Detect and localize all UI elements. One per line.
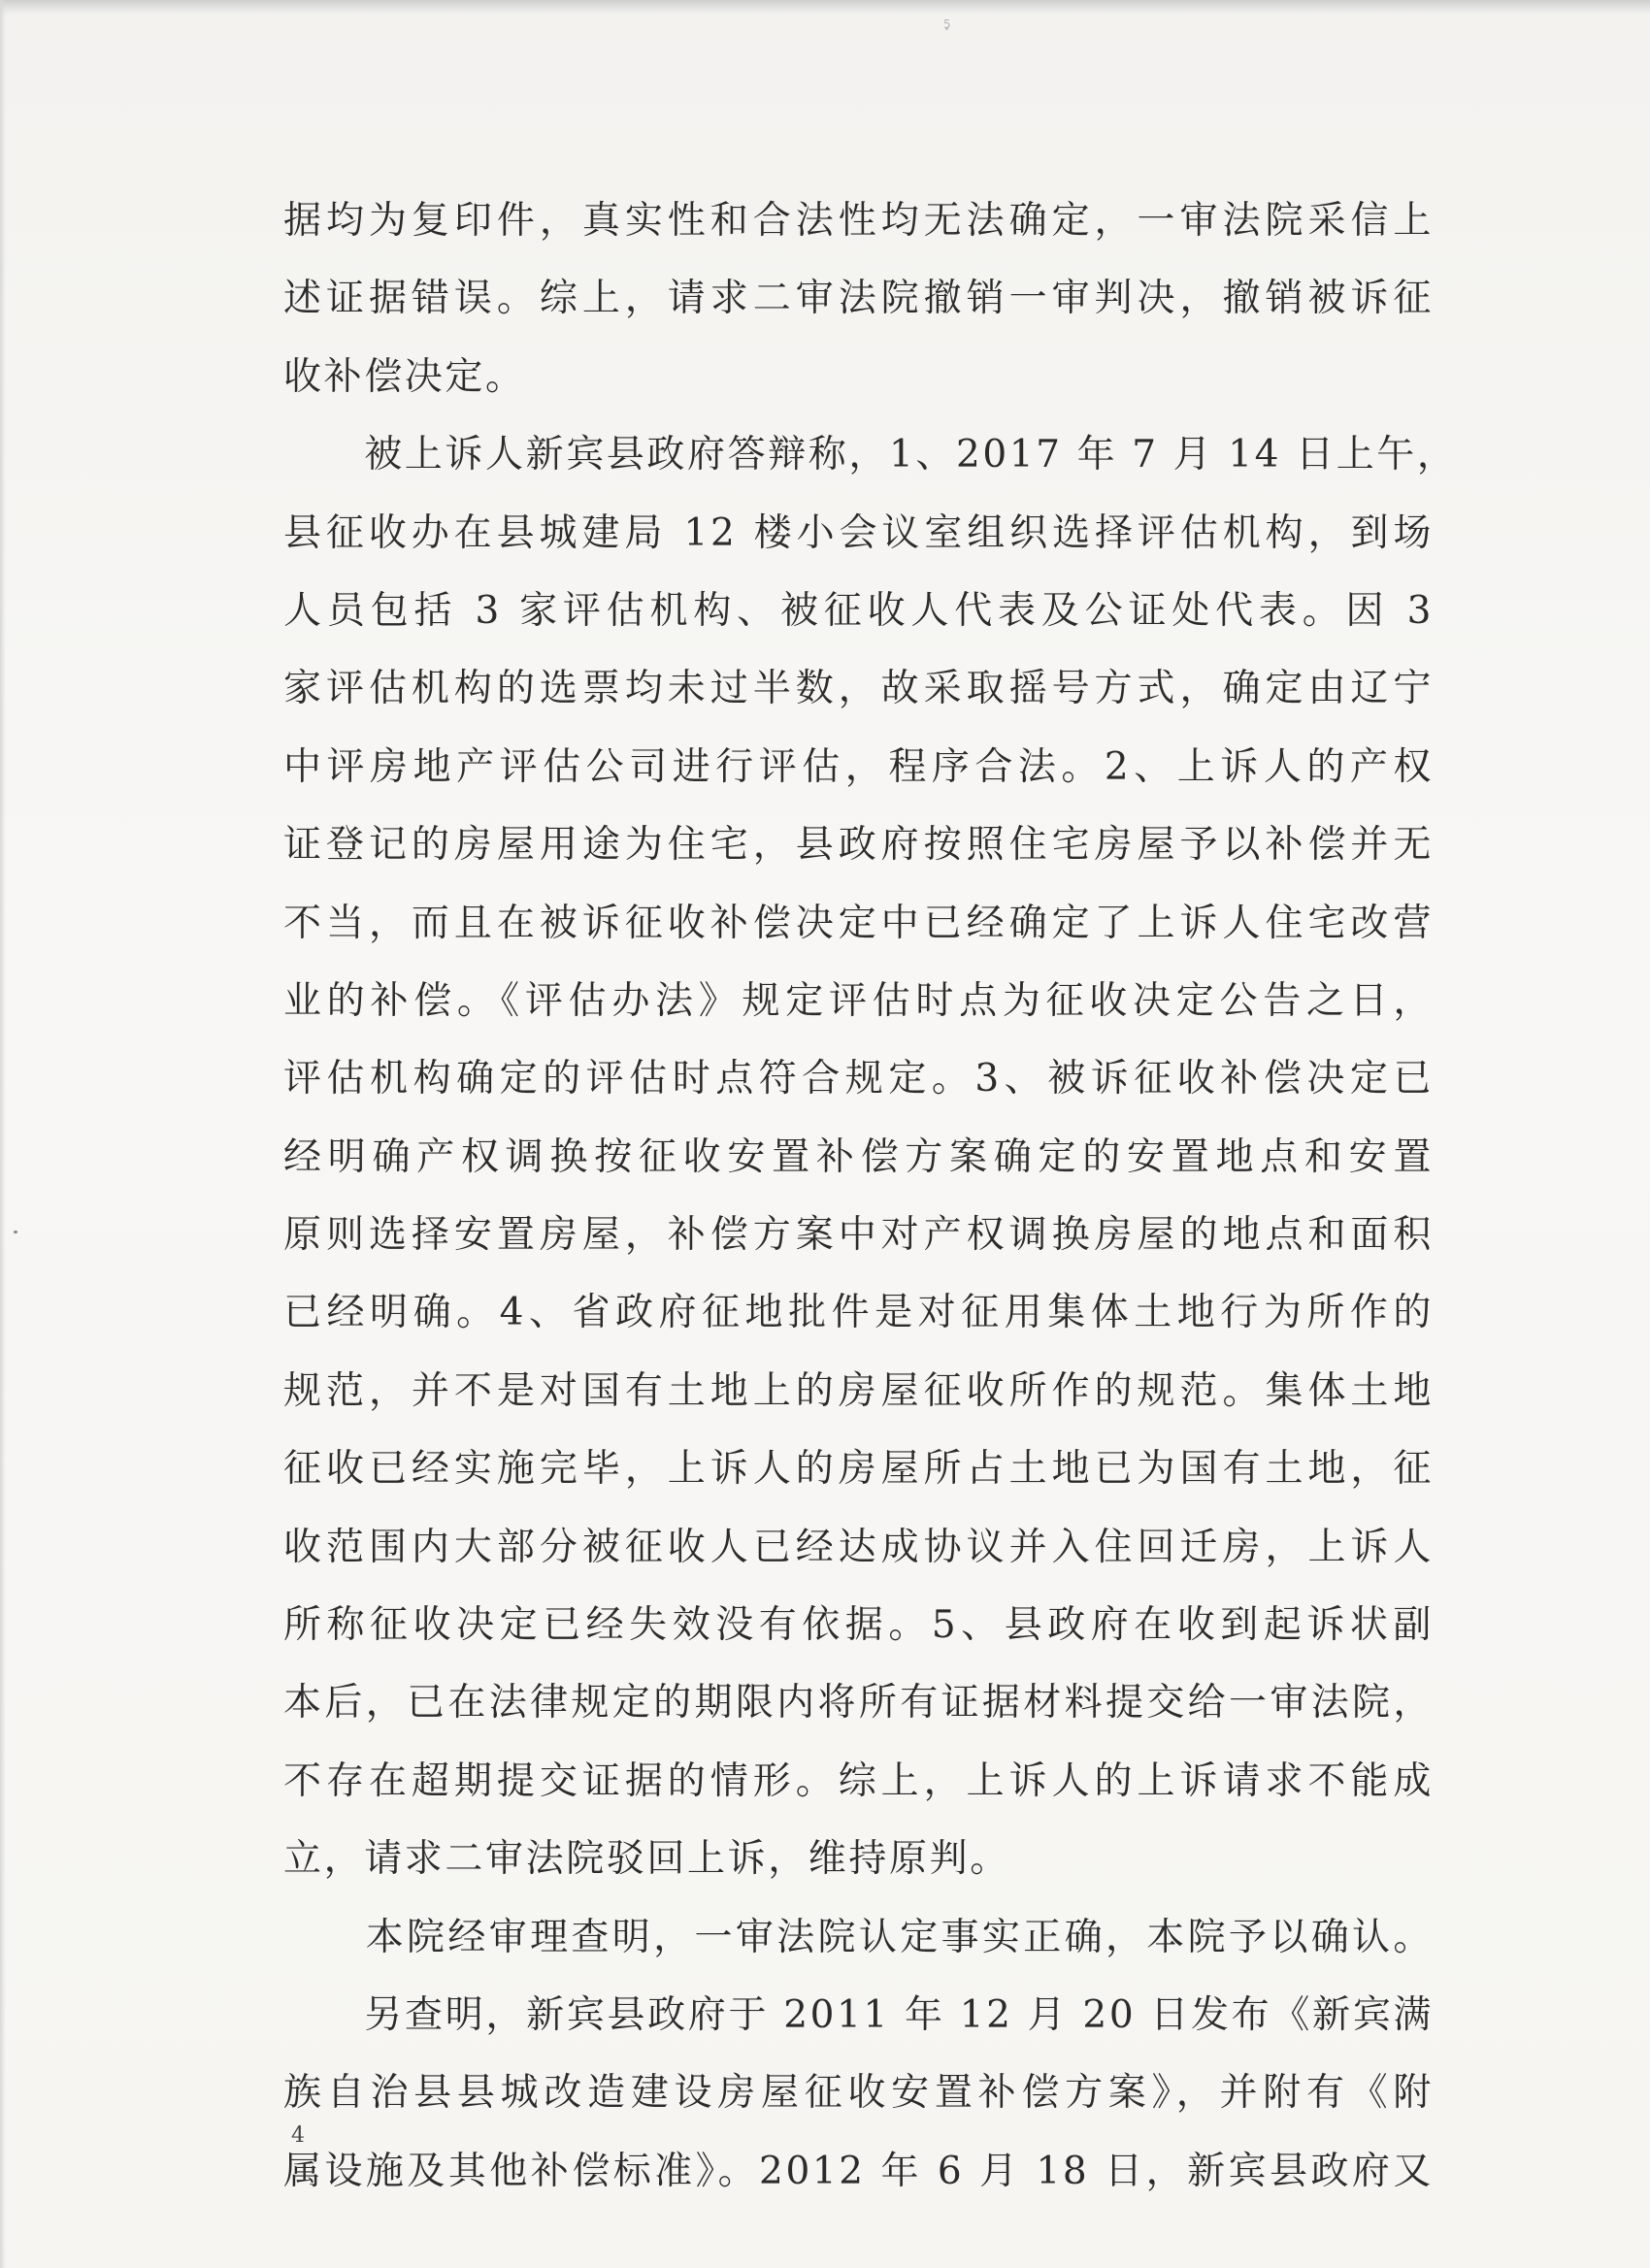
body-line: 据均为复印件，真实性和合法性均无法确定，一审法院采信上	[283, 199, 1434, 243]
body-line: 族自治县县城改造建设房屋征收安置补偿方案》，并附有《附	[283, 2071, 1434, 2116]
body-line: 人员包括 3 家评估机构、被征收人代表及公证处代表。因 3	[283, 588, 1434, 633]
body-line: 不当，而且在被诉征收补偿决定中已经确定了上诉人住宅改营	[283, 901, 1434, 945]
body-line: 已经明确。4、省政府征地批件是对征用集体土地行为所作的	[283, 1291, 1434, 1335]
body-line: 规范，并不是对国有土地上的房屋征收所作的规范。集体土地	[283, 1368, 1434, 1413]
body-line: 本院经审理查明，一审法院认定事实正确，本院予以确认。	[283, 1915, 1434, 1959]
body-line: 原则选择安置房屋，补偿方案中对产权调换房屋的地点和面积	[283, 1213, 1434, 1258]
body-line: 另查明，新宾县政府于 2011 年 12 月 20 日发布《新宾满	[283, 1992, 1434, 2037]
body-line: 业的补偿。《评估办法》规定评估时点为征收决定公告之日，	[283, 978, 1434, 1023]
page-number: 4	[291, 2123, 305, 2148]
scan-edge-left	[0, 0, 6, 2268]
body-line: 评估机构确定的评估时点符合规定。3、被诉征收补偿决定已	[283, 1057, 1434, 1101]
body-line: 不存在超期提交证据的情形。综上，上诉人的上诉请求不能成	[283, 1759, 1434, 1803]
body-line: 中评房地产评估公司进行评估，程序合法。2、上诉人的产权	[283, 744, 1434, 789]
header-mark: 5	[943, 17, 951, 31]
body-line: 经明确产权调换按征收安置补偿方案确定的安置地点和安置	[283, 1134, 1434, 1179]
body-line: 被上诉人新宾县政府答辩称，1、2017 年 7 月 14 日上午，	[283, 433, 1458, 477]
body-line: 县征收办在县城建局 12 楼小会议室组织选择评估机构，到场	[283, 510, 1434, 555]
body-line: 证登记的房屋用途为住宅，县政府按照住宅房屋予以补偿并无	[283, 823, 1434, 868]
body-line: 属设施及其他补偿标准》。2012 年 6 月 18 日，新宾县政府又	[283, 2149, 1434, 2193]
body-line: 所称征收决定已经失效没有依据。5、县政府在收到起诉状副	[283, 1603, 1434, 1648]
body-line: 收范围内大部分被征收人已经达成协议并入住回迁房，上诉人	[283, 1525, 1434, 1569]
body-line: 立，请求二审法院驳回上诉，维持原判。	[283, 1837, 1010, 1882]
body-line: 家评估机构的选票均未过半数，故采取摇号方式，确定由辽宁	[283, 667, 1434, 711]
scan-speck	[14, 1231, 17, 1233]
document-body	[283, 182, 1458, 2211]
body-line: 征收已经实施完毕，上诉人的房屋所占土地已为国有土地，征	[283, 1447, 1434, 1492]
body-line: 收补偿决定。	[283, 354, 526, 399]
body-line: 述证据错误。综上，请求二审法院撤销一审判决，撤销被诉征	[283, 277, 1434, 321]
scan-edge-top	[0, 0, 1650, 16]
body-line: 本后，已在法律规定的期限内将所有证据材料提交给一审法院，	[283, 1681, 1434, 1726]
